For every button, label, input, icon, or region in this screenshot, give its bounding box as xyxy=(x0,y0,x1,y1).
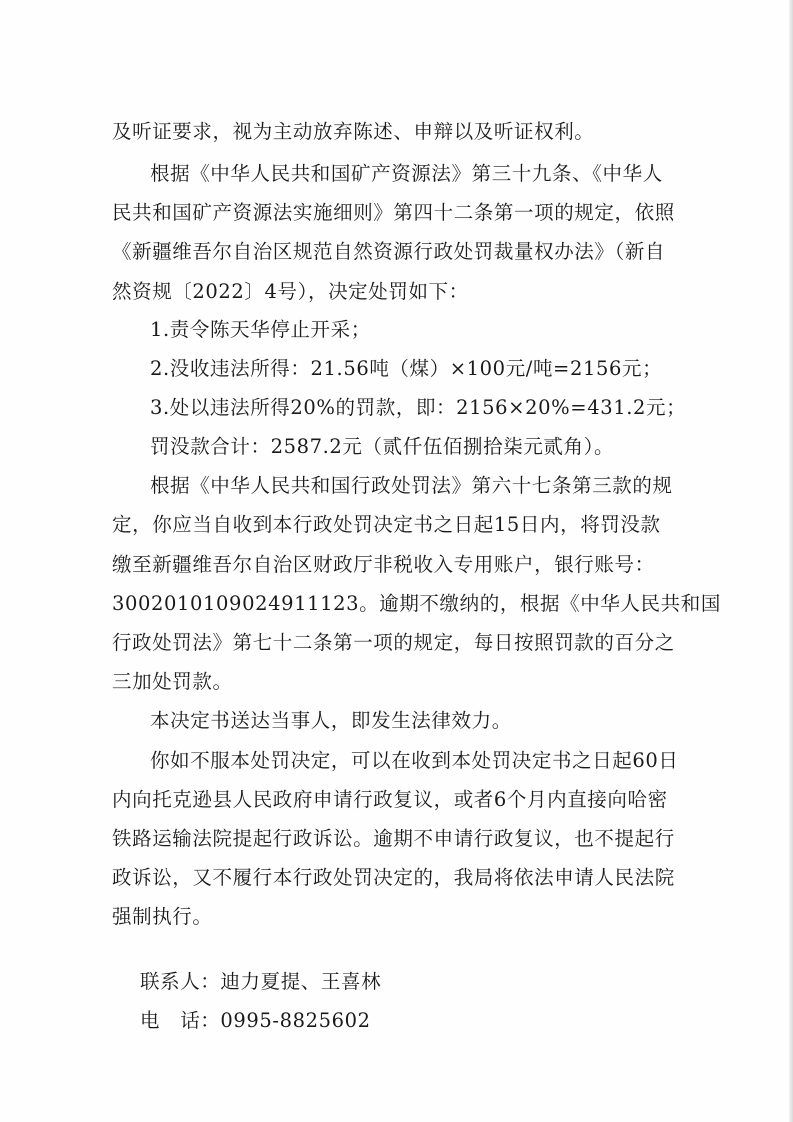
paragraph-line: 《新疆维吾尔自治区规范自然资源行政处罚裁量权办法》（新自 xyxy=(112,240,666,263)
penalty-item-3: 3.处以违法所得20%的罚款，即：2156×20%=431.2元； xyxy=(150,396,687,419)
paragraph-line: 内向托克逊县人民政府申请行政复议，或者6个月内直接向哈密 xyxy=(112,788,668,811)
paragraph-line: 民共和国矿产资源法实施细则》第四十二条第一项的规定，依照 xyxy=(112,201,675,224)
paragraph-line: 根据《中华人民共和国矿产资源法》第三十九条、《中华人 xyxy=(150,162,663,185)
paragraph-line: 铁路运输法院提起行政诉讼。逾期不申请行政复议，也不提起行 xyxy=(112,827,675,850)
contact-phone: 电 话：0995-8825602 xyxy=(140,1009,371,1032)
paragraph-line: 缴至新疆维吾尔自治区财政厅非税收入专用账户，银行账号： xyxy=(112,553,655,576)
paragraph-line: 你如不服本处罚决定，可以在收到本处罚决定书之日起60日 xyxy=(150,749,679,772)
penalty-total: 罚没款合计：2587.2元（贰仟伍佰捌拾柒元贰角）。 xyxy=(150,435,615,458)
paragraph-line: 强制执行。 xyxy=(112,905,213,928)
paragraph-line: 本决定书送达当事人，即发生法律效力。 xyxy=(150,709,512,732)
paragraph-line: 及听证要求，视为主动放弃陈述、申辩以及听证权利。 xyxy=(112,120,595,143)
paragraph-line: 行政处罚法》第七十二条第一项的规定，每日按照罚款的百分之 xyxy=(112,631,675,654)
paragraph-line: 然资规〔2022〕4号），决定处罚如下： xyxy=(112,280,469,303)
paragraph-line: 根据《中华人民共和国行政处罚法》第六十七条第三款的规 xyxy=(150,474,673,497)
penalty-item-2: 2.没收违法所得：21.56吨（煤）×100元/吨=2156元； xyxy=(150,357,663,380)
paragraph-line: 三加处罚款。 xyxy=(112,670,233,693)
paragraph-line: 政诉讼，又不履行本行政处罚决定的，我局将依法申请人民法院 xyxy=(112,866,675,889)
contact-person: 联系人：迪力夏提、王喜林 xyxy=(140,970,382,993)
scan-edge-shadow xyxy=(789,0,793,1122)
penalty-item-1: 1.责令陈天华停止开采； xyxy=(150,318,371,341)
paragraph-line: 定，你应当自收到本行政处罚决定书之日起15日内，将罚没款 xyxy=(112,513,661,536)
bank-account-line: 3002010109024911123。逾期不缴纳的，根据《中华人民共和国 xyxy=(112,592,721,615)
